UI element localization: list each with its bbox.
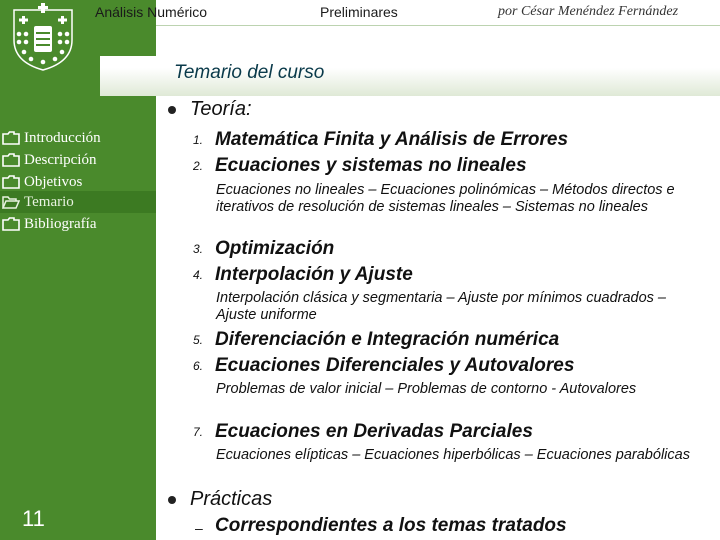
folder-icon: [2, 175, 20, 189]
practicas-item: Correspondientes a los temas tratados: [215, 515, 567, 536]
nav-item-descripcion[interactable]: [0, 149, 156, 171]
item-number: 6.: [192, 359, 203, 373]
syllabus-item: Optimización: [215, 238, 335, 259]
item-description: Ecuaciones elípticas – Ecuaciones hiperbólicas – Ecuaciones parabólicas: [216, 447, 690, 463]
item-description: Interpolación clásica y segmentaria – Ajuste por mínimos cuadrados – Ajuste uniforme: [216, 290, 666, 323]
folder-icon: [2, 217, 20, 231]
syllabus-item: Ecuaciones Diferenciales y Autovalores: [215, 355, 575, 376]
nav-item-bibliografia[interactable]: [0, 213, 156, 235]
item-number: 2.: [192, 159, 203, 173]
bullet-icon: [168, 496, 176, 504]
nav-item-introduccion[interactable]: [0, 127, 156, 149]
nav-item-objetivos[interactable]: [0, 171, 156, 193]
item-number: 1.: [192, 133, 203, 147]
item-number: 5.: [192, 333, 203, 347]
university-logo: [4, 2, 82, 72]
item-number: 3.: [192, 242, 203, 256]
nav-item-temario[interactable]: [0, 191, 156, 213]
nav-item-label: Introducción: [24, 129, 101, 146]
header-section: Preliminares: [320, 4, 398, 20]
syllabus-item: Matemática Finita y Análisis de Errores: [215, 129, 569, 150]
item-description: Problemas de valor inicial – Problemas de contorno - Autovalores: [216, 381, 637, 397]
header-author: por César Menéndez Fernández: [498, 4, 679, 19]
syllabus-item: Ecuaciones y sistemas no lineales: [215, 155, 527, 176]
teoria-heading: Teoría:: [190, 98, 252, 120]
open-folder-icon: [2, 195, 20, 209]
folder-icon: [2, 153, 20, 167]
dash-marker: –: [195, 520, 203, 536]
item-number: 4.: [192, 268, 203, 282]
syllabus-item: Interpolación y Ajuste: [215, 264, 413, 285]
header-course-title: Análisis Numérico: [95, 4, 208, 20]
header-divider: [156, 25, 720, 26]
slide-number: 11: [22, 506, 45, 531]
nav-item-label: Temario: [24, 193, 74, 210]
nav-item-label: Descripción: [24, 151, 97, 168]
item-description: Ecuaciones no lineales – Ecuaciones polinómicas – Métodos directos e iterativos de resolución de sistemas lineales – Sistemas no lineales: [216, 182, 675, 215]
syllabus-item: Diferenciación e Integración numérica: [215, 329, 560, 350]
practicas-heading: Prácticas: [190, 488, 273, 510]
nav-item-label: Objetivos: [24, 173, 83, 190]
page-title: Temario del curso: [174, 62, 325, 83]
item-number: 7.: [192, 425, 203, 439]
syllabus-item: Ecuaciones en Derivadas Parciales: [215, 421, 533, 442]
nav-item-label: Bibliografía: [24, 215, 97, 232]
folder-icon: [2, 131, 20, 145]
bullet-icon: [168, 106, 176, 114]
